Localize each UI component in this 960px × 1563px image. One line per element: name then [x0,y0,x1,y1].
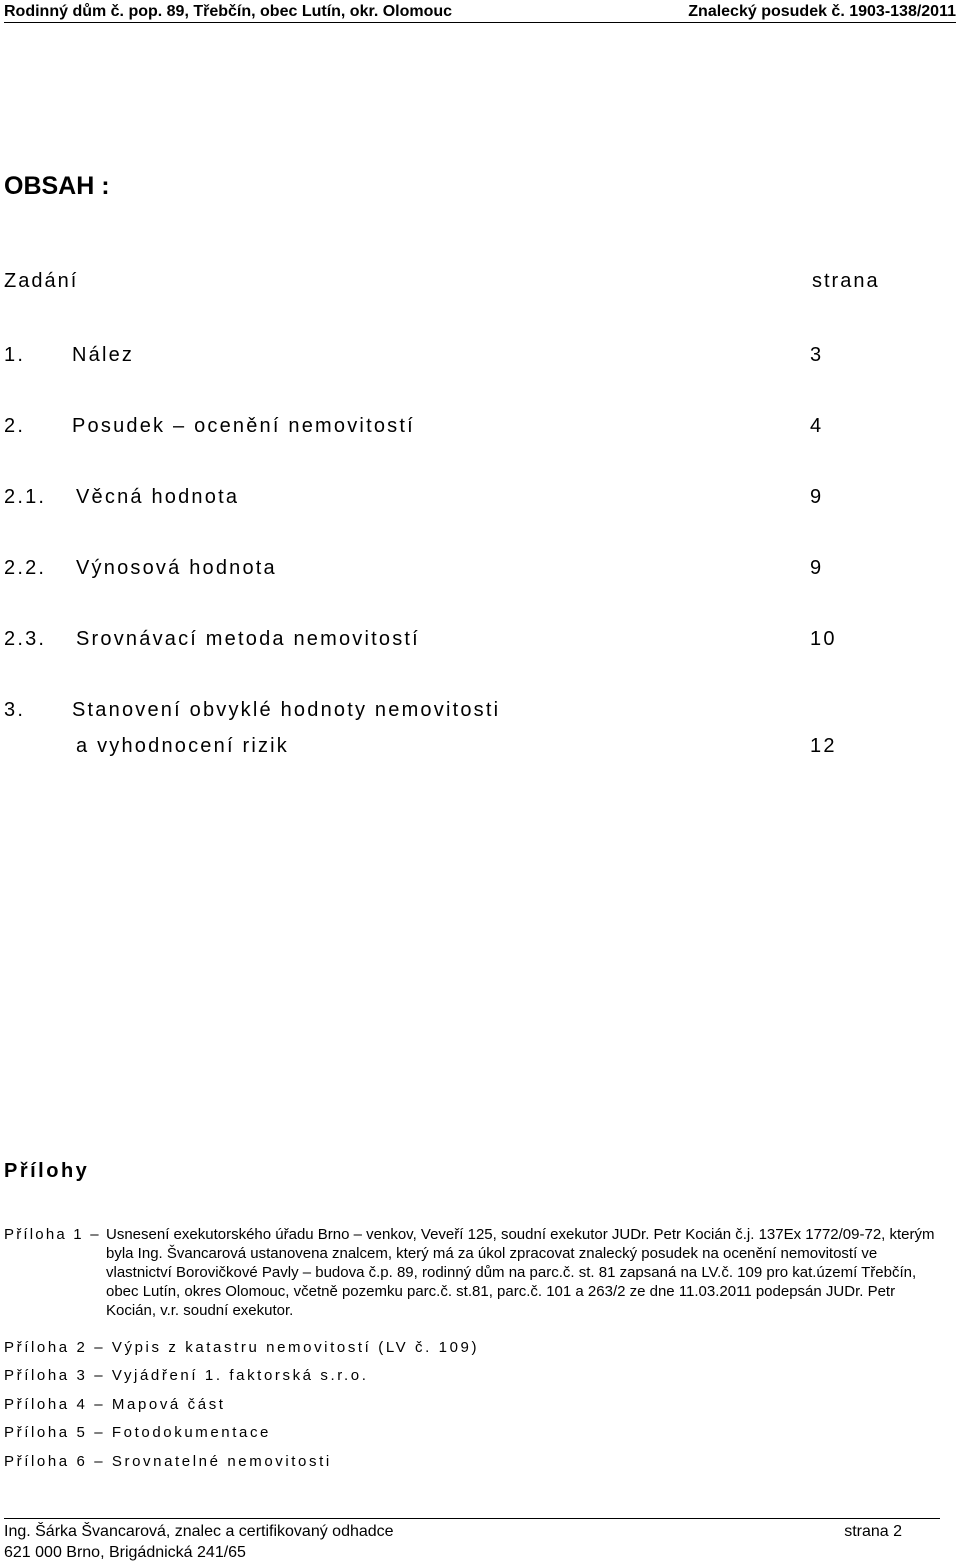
toc-row [4,555,960,581]
attachment-item: Příloha 6 – Srovnatelné nemovitosti [4,1453,332,1470]
toc-page: 3 [810,344,824,366]
toc-num: 2.2. [4,557,47,579]
header-left: Rodinný dům č. pop. 89, Třebčín, obec Lutín, okr. Olomouc [4,3,453,20]
attachment-1-text: Usnesení exekutorského úřadu Brno – venkov, Veveří 125, soudní exekutor JUDr. Petr Kocián č.j. 137Ex 1772/09-72, kterým byla Ing. Švancarová ustanovena znalcem, který má za úkol zpracovat znalecký posudek na ocenění nemovitostí ve vlastnictví Borovičkové Pavly – budova č.p. 89, rodinný dům na parc.č. st. 81 zapsaná na LV.č. 109 pro kat.území Třebčín, obec Lutín, okres Olomouc, včetně pozemku parc.č. st.81, parc.č. 101 a 263/2 ze dne 11.03.2011 podepsán JUDr. Petr Kocián, v.r. soudní exekutor. [106,1226,935,1319]
toc-heading-left: Zadání [4,270,79,292]
toc-page: 10 [810,628,837,650]
attachment-1 [4,1225,944,1320]
footer-author: Ing. Šárka Švancarová, znalec a certifikovaný odhadce [4,1523,394,1540]
page-footer [4,1518,940,1563]
toc-row [4,626,960,652]
toc-row [4,413,960,439]
header-right: Znalecký posudek č. 1903-138/2011 [688,3,956,20]
toc-heading [4,270,960,296]
toc-page: 12 [810,735,837,757]
toc-text: a vyhodnocení rizik [76,735,290,757]
toc-text: Stanovení obvyklé hodnoty nemovitosti [72,699,501,721]
footer-address: 621 000 Brno, Brigádnická 241/65 [4,1544,246,1561]
toc-row [4,342,960,368]
toc-num: 2. [4,415,26,437]
toc-num: 2.1. [4,486,47,508]
attachment-item: Příloha 5 – Fotodokumentace [4,1424,271,1441]
toc-page: 9 [810,557,824,579]
toc-row [4,697,960,723]
toc-text: Výnosová hodnota [76,557,277,579]
attachment-item: Příloha 3 – Vyjádření 1. faktorská s.r.o. [4,1367,369,1384]
toc-row [4,484,960,510]
toc-text: Nález [72,344,135,366]
toc-heading-right: strana [812,270,880,292]
toc-num: 1. [4,344,26,366]
page-title: OBSAH : [4,172,110,200]
attachment-1-label: Příloha 1 – [4,1226,101,1243]
toc-text: Srovnávací metoda nemovitostí [76,628,420,650]
toc-page: 4 [810,415,824,437]
attachment-item: Příloha 4 – Mapová část [4,1396,226,1413]
attachment-item: Příloha 2 – Výpis z katastru nemovitostí (LV č. 109) [4,1339,480,1356]
toc-text: Věcná hodnota [76,486,240,508]
toc-row [4,733,960,759]
toc-num: 2.3. [4,628,47,650]
toc-num: 3. [4,699,26,721]
attachments-heading: Přílohy [4,1160,90,1182]
toc-text: Posudek – ocenění nemovitostí [72,415,415,437]
footer-page-number: strana 2 [844,1523,902,1540]
page-header [4,2,956,23]
toc-page: 9 [810,486,824,508]
